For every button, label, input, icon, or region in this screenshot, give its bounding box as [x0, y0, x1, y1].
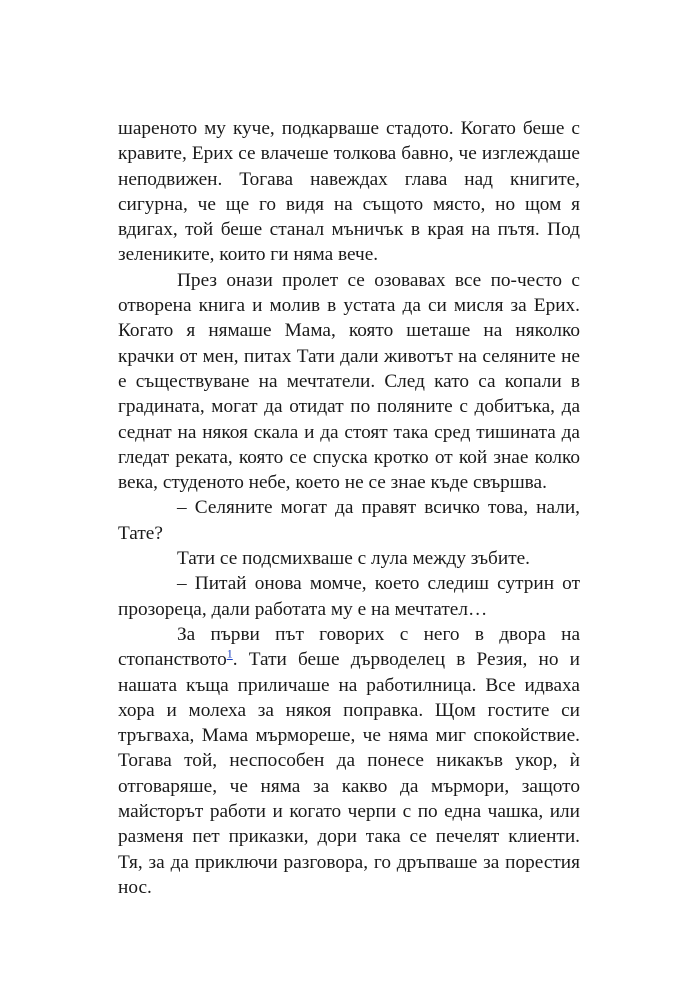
paragraph-text-after-note: . Тати беше дърводелец в Резия, но и нашата къща приличаше на работилница. Все идваха хора и молеха за някоя поправка. Щом гостите си тръгваха, Мама мърмореше, че няма миг спокойствие. Тогава той, неспособен да понесе никакъв укор, ѝ отговаряше, че няма за какво да мърмори, защото майсторът работи и когато черпи с по една чашка, или разменя пет приказки, дори така се печелят клиенти. Тя, за да приключи разговора, го дръпваше за порестия нос.	[118, 649, 580, 898]
paragraph: Тати се подсмихваше с лула между зъбите.	[177, 548, 530, 570]
footnote-reference-link[interactable]: 1	[226, 646, 233, 661]
paragraph	[118, 622, 580, 900]
paragraph: шареното му куче, подкарваше стадото. Когато беше с кравите, Ерих се влачеше толкова бавно, че изглеждаше неподвижен. Тогава навеждах глава над книгите, сигурна, че ще го видя на същото място, но щом я вдигах, той беше станал мъничък в края на пътя. Под зелениките, които ги няма вече.	[118, 118, 580, 266]
paragraph-text-before-note: За първи път говорих с него в двора на стопанството	[118, 623, 580, 671]
dialogue-line: – Питай онова момче, което следиш сутрин от прозореца, дали работата му е на мечтател…	[118, 573, 580, 620]
dialogue-line: – Селяните могат да правят всичко това, нали, Тате?	[118, 497, 580, 544]
page-body	[118, 116, 580, 900]
paragraph: През онази пролет се озовавах все по-често с отворена книга и молив в устата да си мисля за Ерих. Когато я нямаше Мама, която шеташе на няколко крачки от мен, питах Тати дали животът на селяните не е съществуване на мечтатели. След като са копали в градината, могат да отидат по поляните с добитъка, да седнат на някоя скала и да стоят така сред тишината да гледат реката, която се спуска кротко от кой знае колко века, студеното небе, което не се знае къде свършва.	[118, 269, 580, 494]
